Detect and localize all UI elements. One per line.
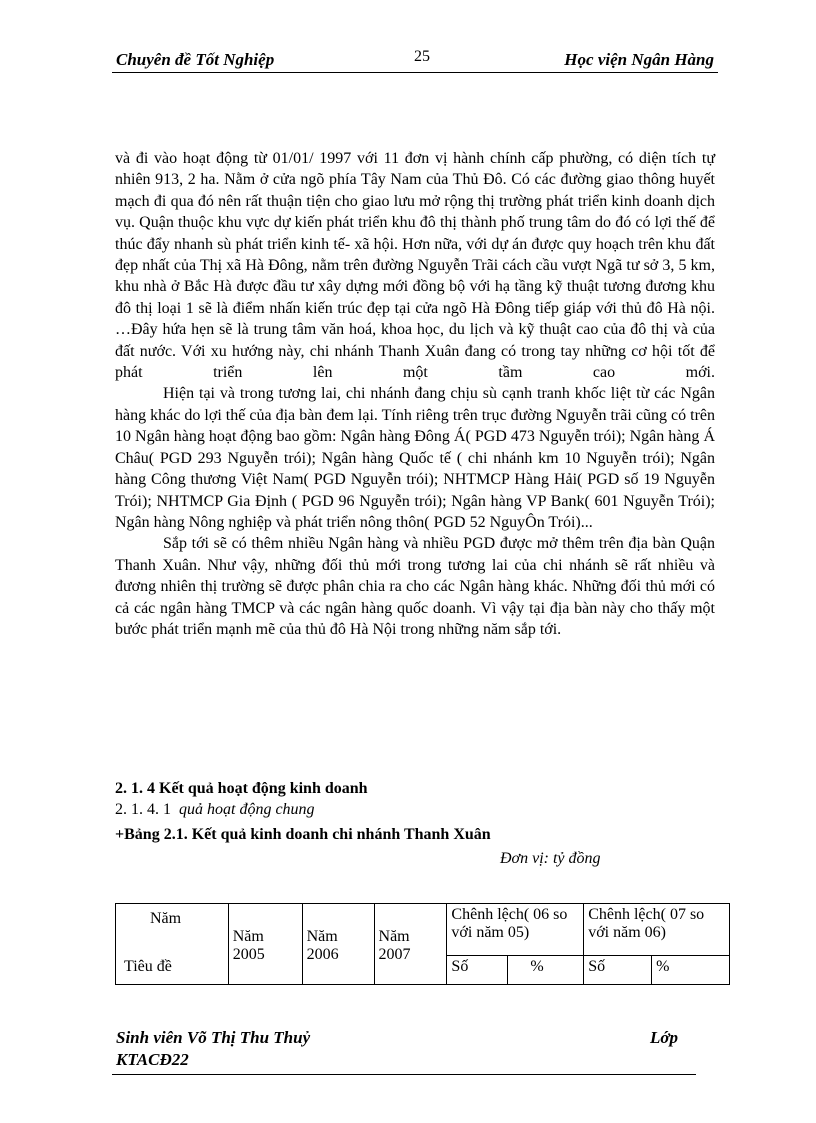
table-title: +Bảng 2.1. Kết quả kinh doanh chi nhánh Thanh Xuân [115, 826, 491, 843]
corner-item-label: Tiêu đề [124, 958, 172, 975]
diff1-abs-header: Số [447, 955, 508, 984]
unit-note: Đơn vị: tỷ đồng [500, 850, 601, 867]
year-2005-header: Năm 2005 [228, 904, 302, 985]
paragraph-1: và đi vào hoạt động từ 01/01/ 1997 với 11 đơn vị hành chính cấp phường, có diện tích tự nhiên 913, 2 ha. Nằm ở cửa ngõ phía Tây Nam của Thủ Đô. Có các đường giao thông huyết mạch đi qua đó nên rất thuận tiện cho giao lưu mở rộng thị trường phát triển kinh doanh dịch vụ. Quận thuộc khu vực dự kiến phát triển khu đô thị thành phố trung tâm do đó có lợi thế để thúc đẩy nhanh sù phát triển kinh tế- xã hội. Hơn nữa, với dự án được quy hoạch trên khu đất đẹp nhất của Thị xã Hà Đông, nằm trên đường Nguyễn Trãi cách cầu vượt Ngã tư sở 3, 5 km, khu nhà ở Bắc Hà được đầu tư xây dựng mới đồng bộ với hạ tầng kỹ thuật tương đương khu đô thị loại 1 sẽ là điểm nhấn kiến trúc đẹp tại cửa ngõ Hà Đông tiếp giáp với thủ đô Hà nội. …Đây hứa hẹn sẽ là trung tâm văn hoá, khoa học, du lịch và kỹ thuật cao của đô thị và của đất nước. Với xu hướng này, chi nhánh Thanh Xuân đang có trong tay những cơ hội tốt để phát triển lên một tầm cao mới. [115, 150, 715, 382]
corner-year-label: Năm [150, 910, 182, 927]
paragraph-2: Hiện tại và trong tương lai, chi nhánh đang chịu sù cạnh tranh khốc liệt từ các Ngân hàng khác do lợi thế của địa bàn đem lại. Tính riêng trên trục đường Nguyễn trãi cũng có trên 10 Ngân hàng hoạt động bao gồm: Ngân hàng Đông Á( PGD 473 Nguyễn trói); Ngân hàng Á Châu( PGD 293 Nguyễn trói); Ngân hàng Quốc tế ( chi nhánh km 10 Nguyễn trói); Ngân hàng Công thương Việt Nam( PGD Nguyễn trói); NHTMCP Hàng Hải( PGD số 19 Nguyễn Trói); NHTMCP Gia Định ( PGD 96 Nguyễn trói); Ngân hàng VP Bank( 601 Nguyễn Trói); Ngân hàng Nông nghiệp và phát triển nông thôn( PGD 52 NguyÔn Trói)... [115, 385, 715, 531]
diff-07-06-header: Chênh lệch( 07 so với năm 06) [584, 904, 730, 956]
paragraph-3: Sắp tới sẽ có thêm nhiều Ngân hàng và nhiều PGD được mở thêm trên địa bàn Quận Thanh Xuân. Như vậy, những đối thủ mới trong tương lai của chi nhánh sẽ rất nhiều và đương nhiên thị trường sẽ được phân chia ra cho các Ngân hàng khác. Những đối thủ mới có cả các ngân hàng TMCP và các ngân hàng quốc doanh. Vì vậy tại địa bàn này cho thấy một bước phát triển mạnh mẽ của thủ đô Hà Nội trong những năm sắp tới. [115, 535, 715, 638]
page-number: 25 [414, 48, 430, 65]
table-corner-cell [116, 904, 229, 985]
diff-06-05-header: Chênh lệch( 06 so với năm 05) [447, 904, 584, 956]
footer-class-label: Lớp [650, 1028, 679, 1047]
diff2-abs-header: Số [584, 955, 652, 984]
page-footer [112, 1028, 696, 1075]
subsection-title: quả hoạt động chung [179, 801, 315, 818]
year-2007-header: Năm 2007 [374, 904, 447, 985]
subsection-number: 2. 1. 4. 1 [115, 801, 171, 818]
year-2006-header: Năm 2006 [302, 904, 374, 985]
header-institution: Học viện Ngân Hàng [564, 50, 714, 69]
subsection-heading [115, 801, 315, 819]
footer-student: Sinh viên Võ Thị Thu Thuỷ [116, 1028, 311, 1047]
results-table [115, 903, 730, 985]
page-header [112, 48, 718, 73]
header-title: Chuyên đề Tốt Nghiệp [116, 50, 275, 69]
diff2-pct-header: % [652, 955, 730, 984]
body-text [115, 148, 715, 640]
footer-class-code: KTACĐ22 [116, 1050, 189, 1069]
diff1-pct-header: % [508, 955, 584, 984]
section-heading: 2. 1. 4 Kết quả hoạt động kinh doanh [115, 780, 368, 797]
